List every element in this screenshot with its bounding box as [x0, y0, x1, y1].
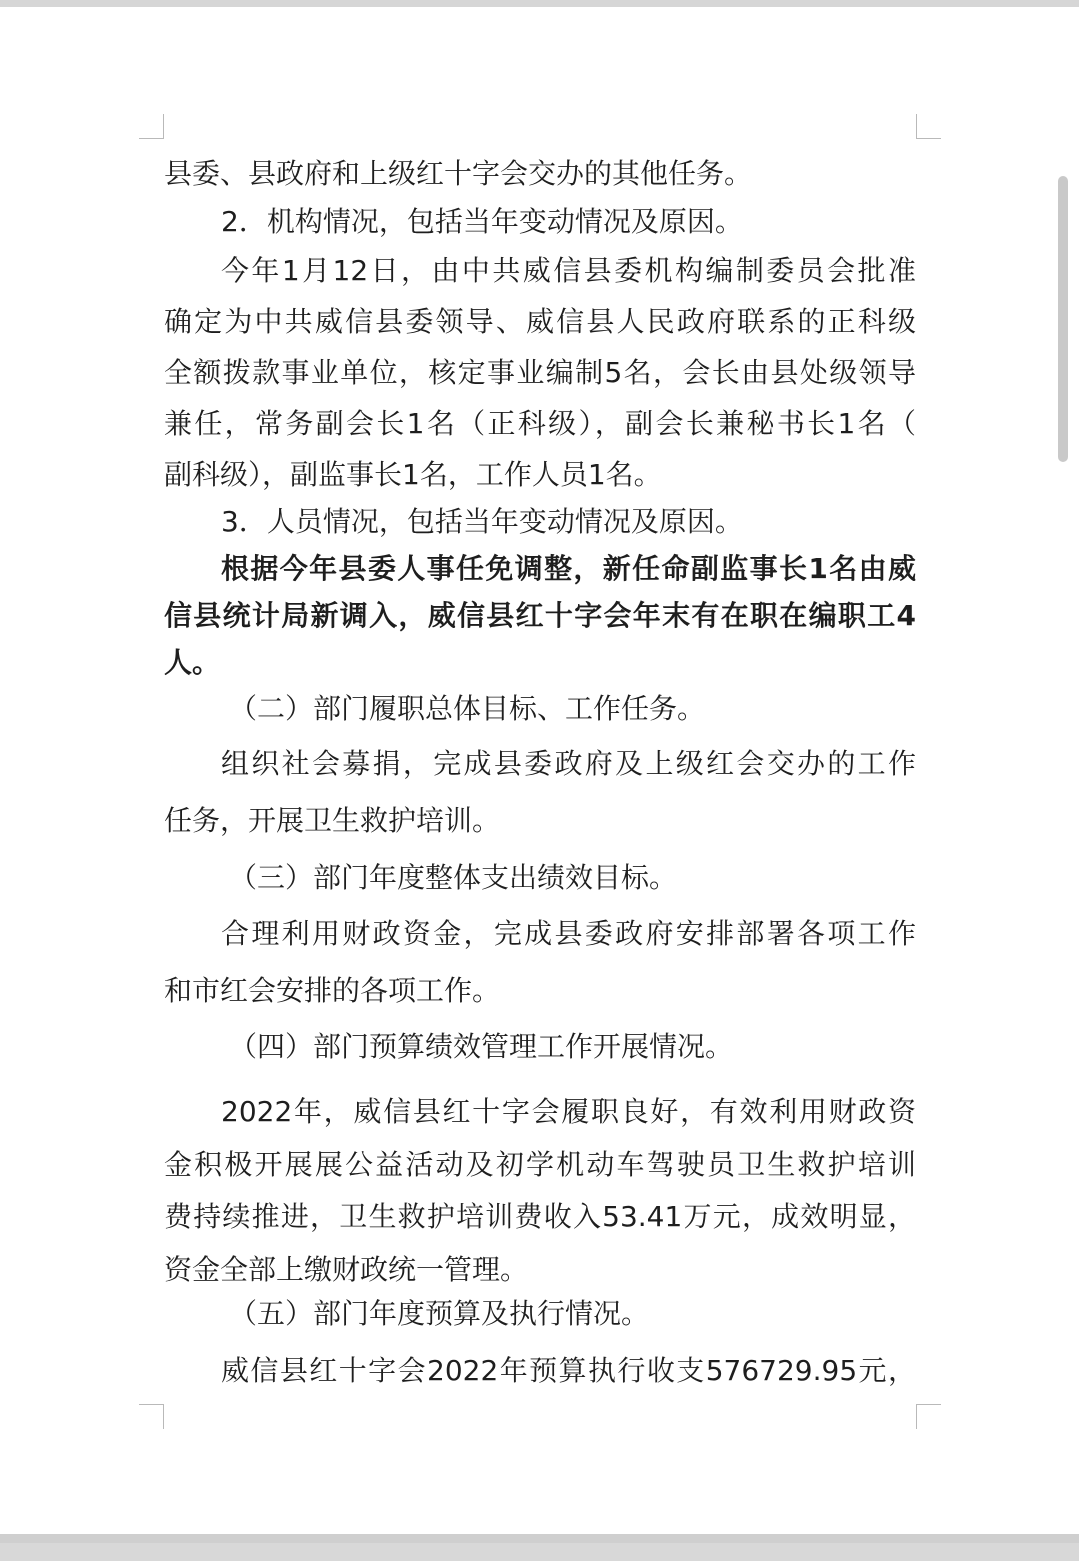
text-line: 费持续推进，卫生救护培训费收入53.41万元，成效明显，	[164, 1200, 916, 1233]
section-heading: 2．机构情况，包括当年变动情况及原因。	[221, 205, 743, 238]
text-line: 副科级），副监事长1名，工作人员1名。	[164, 458, 662, 491]
bold-text-line: 根据今年县委人事任免调整，新任命副监事长1名由威	[221, 552, 916, 585]
text-line: 今年1月12日，由中共威信县委机构编制委员会批准	[221, 254, 916, 287]
bold-text-line: 信县统计局新调入，威信县红十字会年末有在职在编职工4	[164, 599, 916, 632]
text-line: 县委、县政府和上级红十字会交办的其他任务。	[164, 157, 753, 190]
text-line: 合理利用财政资金，完成县委政府安排部署各项工作	[221, 917, 916, 950]
section-heading: （五）部门年度预算及执行情况。	[229, 1297, 650, 1330]
margin-mark-bottom-right	[916, 1404, 941, 1429]
text-line: 2022年，威信县红十字会履职良好，有效利用财政资	[221, 1095, 916, 1128]
section-heading: 3．人员情况，包括当年变动情况及原因。	[221, 505, 743, 538]
text-line: 和市红会安排的各项工作。	[164, 974, 501, 1007]
margin-mark-top-left	[139, 114, 164, 139]
vertical-scrollbar-thumb[interactable]	[1058, 176, 1068, 462]
margin-mark-top-right	[916, 114, 941, 139]
bottom-edge-shade	[0, 1534, 1079, 1543]
text-line: 兼任，常务副会长1名（正科级），副会长兼秘书长1名（	[164, 407, 916, 440]
text-line: 组织社会募捐，完成县委政府及上级红会交办的工作	[221, 747, 916, 780]
section-heading: （三）部门年度整体支出绩效目标。	[229, 861, 678, 894]
text-line: 金积极开展展公益活动及初学机动车驾驶员卫生救护培训	[164, 1148, 916, 1181]
text-line: 确定为中共威信县委领导、威信县人民政府联系的正科级	[164, 305, 916, 338]
text-line: 任务，开展卫生救护培训。	[164, 804, 501, 837]
section-heading: （二）部门履职总体目标、工作任务。	[229, 692, 706, 725]
top-edge	[0, 0, 1079, 7]
bold-text-line: 人。	[164, 646, 221, 679]
text-line: 资金全部上缴财政统一管理。	[164, 1253, 529, 1286]
text-line: 全额拨款事业单位，核定事业编制5名，会长由县处级领导	[164, 356, 916, 389]
margin-mark-bottom-left	[139, 1404, 164, 1429]
text-line: 威信县红十字会2022年预算执行收支576729.95元，	[221, 1354, 916, 1387]
section-heading: （四）部门预算绩效管理工作开展情况。	[229, 1030, 734, 1063]
